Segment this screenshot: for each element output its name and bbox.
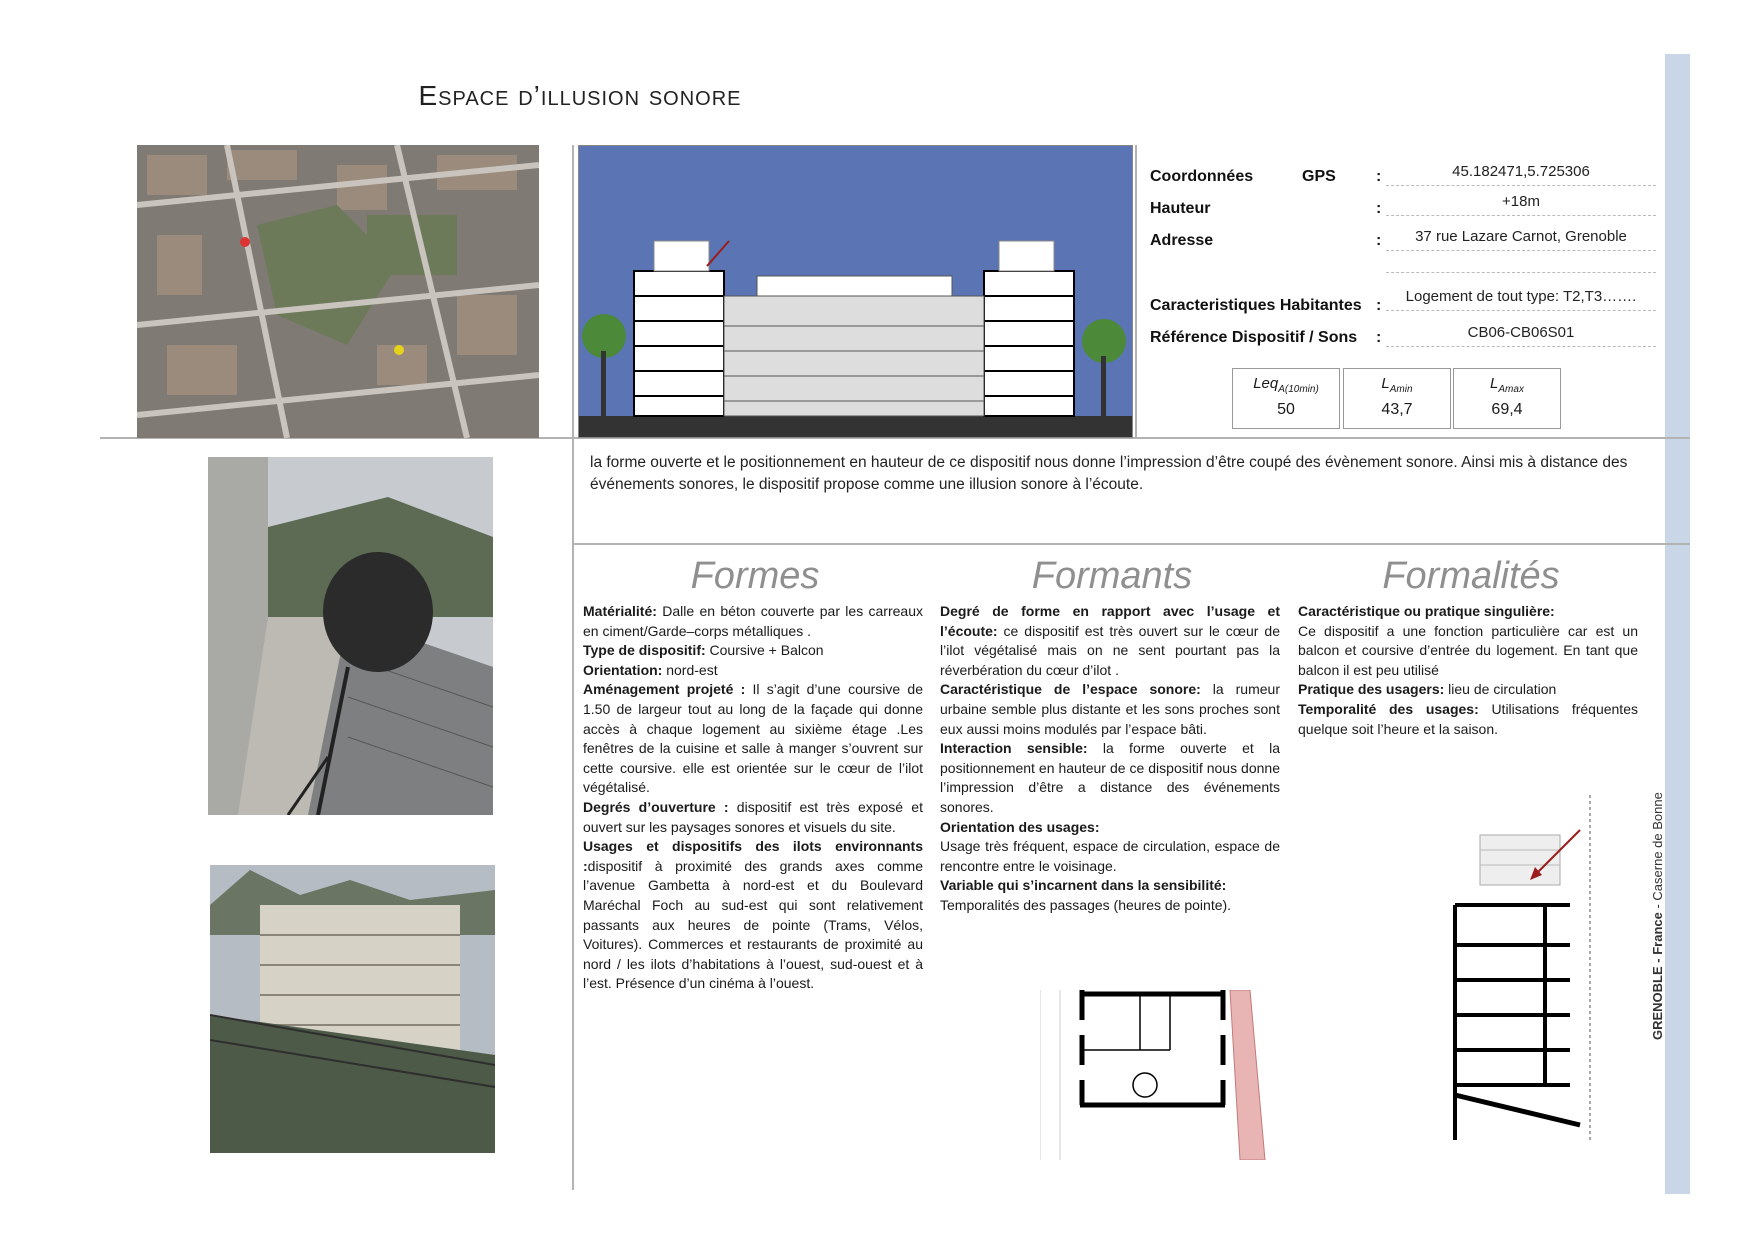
column-formes bbox=[583, 602, 923, 994]
metric-lamax bbox=[1453, 368, 1561, 429]
side-caption bbox=[1650, 760, 1665, 1040]
formes-materialite: Matérialité: Dalle en béton couverte par les carreaux en ciment/Garde–corps métalliques . bbox=[583, 603, 923, 639]
column-formalites bbox=[1298, 602, 1638, 739]
formes-type: Type de dispositif: Coursive + Balcon bbox=[583, 642, 824, 659]
page-title: Espace d’illusion sonore bbox=[418, 80, 742, 111]
metric-lamax-label: L bbox=[1490, 375, 1499, 392]
side-bar bbox=[1665, 54, 1690, 1194]
formes-usages: Usages et dispositifs des ilots environnants :dispositif à proximité des grands axes comme l’avenue Gambetta à nord-est et du Boulevard Maréchal Foch au sud-est qui sont relativement passants aux heures de pointe (Trams, Vélos, Voitures). Commerces et restaurants de proximité au nord / les ilots d’habitations à l’ouest, sud-ouest et à l’est. Présence d’un cinéma à l’ouest. bbox=[583, 838, 923, 992]
divider-vertical bbox=[572, 145, 574, 1190]
column-formants bbox=[940, 602, 1280, 916]
balcony-microphone-photo bbox=[208, 457, 493, 815]
address-label: Adresse bbox=[1150, 232, 1214, 249]
divider-vertical-info bbox=[1135, 145, 1137, 437]
section-drawing bbox=[1420, 795, 1605, 1140]
height-colon: : bbox=[1376, 200, 1382, 217]
metric-lamin bbox=[1343, 368, 1451, 429]
ref-label: Référence Dispositif / Sons bbox=[1150, 329, 1358, 346]
description-text: la forme ouverte et le positionnement en hauteur de ce dispositif nous donne l’impression d’être coupé des évènement sonore. Ainsi mis à distance des événements sonores, le dispositif propose comme une illusion sonore à l’écoute. bbox=[590, 454, 1628, 493]
metric-leq-value: 50 bbox=[1277, 401, 1295, 418]
formes-orientation: Orientation: nord-est bbox=[583, 661, 718, 678]
formants-orientation-label: Orientation des usages: bbox=[940, 818, 1100, 835]
side-site: Caserne de Bonne bbox=[1650, 792, 1665, 901]
gps-colon: : bbox=[1376, 168, 1382, 185]
formants-interaction: Interaction sensible: la forme ouverte et la positionnement en hauteur de ce dispositif nous donne l’impression d’être a distance des événements sonores. bbox=[940, 740, 1280, 815]
blank-line bbox=[1386, 272, 1656, 273]
height-label: Hauteur bbox=[1150, 200, 1211, 217]
heading-formes: Formes bbox=[690, 555, 820, 597]
side-city: GRENOBLE - France bbox=[1650, 912, 1665, 1040]
floor-plan-drawing bbox=[1040, 990, 1280, 1160]
aerial-map-image bbox=[137, 145, 539, 438]
ref-value: CB06-CB06S01 bbox=[1386, 324, 1656, 347]
metric-leq-label: Leq bbox=[1253, 375, 1279, 392]
metric-lamin-sub: Amin bbox=[1389, 384, 1413, 395]
metric-leq-sub: A(10min) bbox=[1278, 384, 1319, 395]
caract-label: Caracteristiques Habitantes bbox=[1150, 297, 1362, 314]
formants-variable-label: Variable qui s’incarnent dans la sensibilité: bbox=[940, 877, 1227, 894]
gps-label: Coordonnées bbox=[1150, 168, 1254, 185]
heading-formants: Formants bbox=[1031, 555, 1193, 597]
formalites-caract-label: Caractéristique ou pratique singulière: bbox=[1298, 603, 1555, 619]
address-colon: : bbox=[1376, 232, 1382, 249]
divider-mid bbox=[572, 543, 1690, 545]
metric-lamin-label: L bbox=[1381, 375, 1390, 392]
side-sep: - bbox=[1650, 900, 1665, 913]
formants-orientation: Usage très fréquent, espace de circulation, espace de rencontre entre le voisinage. bbox=[940, 838, 1280, 874]
ref-colon: : bbox=[1376, 329, 1382, 346]
metric-leq bbox=[1232, 368, 1340, 429]
address-value: 37 rue Lazare Carnot, Grenoble bbox=[1386, 228, 1656, 251]
height-value: +18m bbox=[1386, 193, 1656, 216]
elevation-drawing bbox=[578, 145, 1133, 438]
metric-lamax-sub: Amax bbox=[1498, 384, 1524, 395]
gps-value: 45.182471,5.725306 bbox=[1386, 163, 1656, 186]
metric-lamin-value: 43,7 bbox=[1381, 401, 1413, 418]
caract-value: Logement de tout type: T2,T3……. bbox=[1386, 288, 1656, 311]
formalites-pratique: Pratique des usagers: lieu de circulation bbox=[1298, 681, 1557, 698]
formants-degre: Degré de forme en rapport avec l’usage et l’écoute: ce dispositif est très ouvert sur le cœur de l’ilot végétalisé mais on ne sent pourtant pas la réverbération du cœur d’ilot . bbox=[940, 603, 1280, 678]
formes-degres: Degrés d’ouverture : dispositif est très exposé et ouvert sur les paysages sonores et visuels du site. bbox=[583, 798, 923, 835]
caract-colon: : bbox=[1376, 297, 1382, 314]
formalites-caract: Ce dispositif a une fonction particulière car est un balcon et coursive d’entrée du logement. En tant que balcon il est peu utilisé bbox=[1298, 622, 1638, 678]
metric-lamax-value: 69,4 bbox=[1491, 401, 1523, 418]
formants-caract: Caractéristique de l’espace sonore: la rumeur urbaine semble plus distante et les sons proches sont eux aussi moins modulés par l’espace bâti. bbox=[940, 681, 1280, 737]
formalites-temporalite: Temporalité des usages: Utilisations fréquentes quelque soit l’heure et la saison. bbox=[1298, 700, 1638, 737]
building-view-photo bbox=[210, 865, 495, 1153]
gps-label-2: GPS bbox=[1302, 168, 1336, 185]
formes-amenagement: Aménagement projeté : Il s’agit d’une coursive de 1.50 de largeur tout au long de la façade qui donne accès à chaque logement au sixième étage .Les fenêtres de la cuisine et salle à manger s’ouvrent sur cette coursive. elle est orientée sur le cœur de l’ilot végétalisé. bbox=[583, 681, 923, 796]
formants-variable: Temporalités des passages (heures de pointe). bbox=[940, 896, 1232, 913]
heading-formalites: Formalités bbox=[1382, 555, 1560, 597]
